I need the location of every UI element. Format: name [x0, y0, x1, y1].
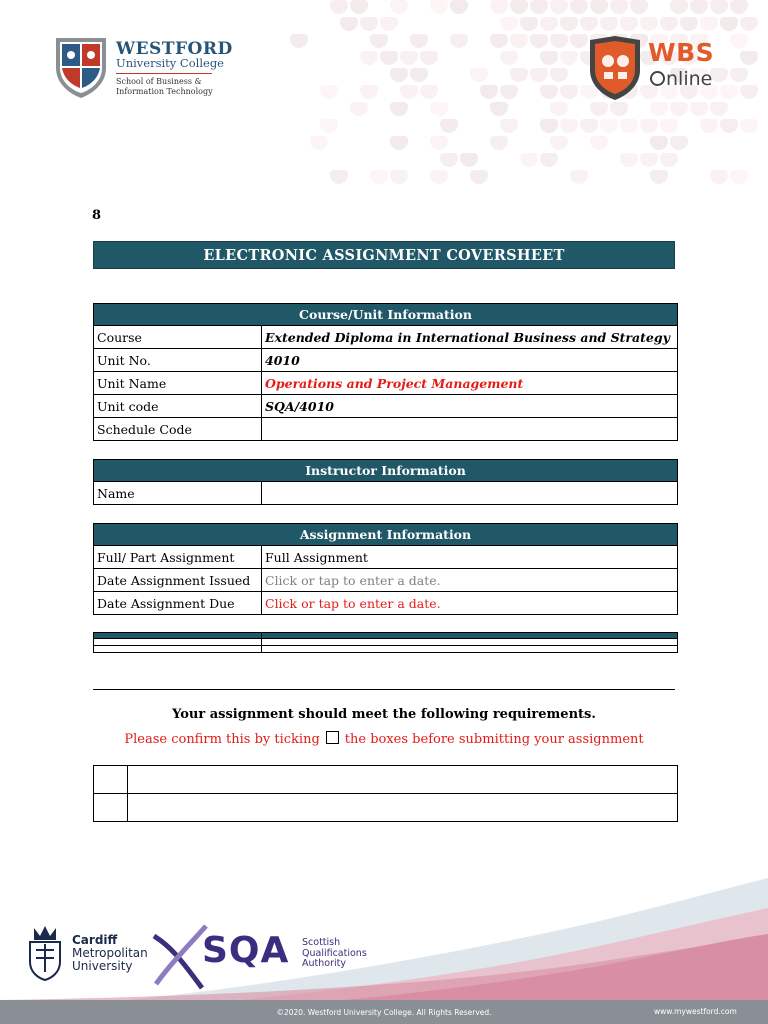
requirements-checklist: [93, 765, 678, 822]
pattern-shield: [650, 102, 668, 116]
pattern-shield: [700, 17, 718, 31]
pattern-shield: [430, 0, 448, 14]
pattern-shield: [350, 102, 368, 116]
pattern-shield: [620, 17, 638, 31]
pattern-shield: [740, 85, 758, 99]
sqa-line2: Qualifications: [302, 947, 367, 959]
pattern-shield: [660, 17, 678, 31]
pattern-shield: [510, 68, 528, 82]
pattern-shield: [370, 170, 388, 184]
pattern-shield: [330, 170, 348, 184]
pattern-shield: [560, 119, 578, 133]
schedule-code-label: Schedule Code: [94, 418, 262, 441]
pattern-shield: [690, 0, 708, 14]
pattern-shield: [530, 34, 548, 48]
pattern-shield: [600, 119, 618, 133]
unit-code-value[interactable]: SQA/4010: [262, 395, 678, 418]
table-row: [94, 482, 678, 505]
pattern-shield: [720, 119, 738, 133]
unit-name-value[interactable]: Operations and Project Management: [262, 372, 678, 395]
instructor-info-table: [93, 459, 678, 505]
course-label: Course: [94, 326, 262, 349]
pattern-shield: [370, 34, 388, 48]
checklist-row: [94, 794, 678, 822]
copyright-text: ©2020. Westford University College. All Rights Reserved.: [276, 1008, 492, 1017]
pattern-shield: [330, 0, 348, 14]
pattern-shield: [630, 0, 648, 14]
assignment-info-table: [93, 523, 678, 615]
pattern-shield: [590, 136, 608, 150]
pattern-shield: [620, 119, 638, 133]
pattern-shield: [740, 51, 758, 65]
table-row: [94, 349, 678, 372]
pattern-shield: [570, 170, 588, 184]
pattern-shield: [640, 153, 658, 167]
pattern-shield: [540, 153, 558, 167]
pattern-shield: [470, 68, 488, 82]
pattern-shield: [640, 119, 658, 133]
pattern-shield: [400, 85, 418, 99]
pattern-shield: [390, 170, 408, 184]
pattern-shield: [670, 136, 688, 150]
pattern-shield: [380, 17, 398, 31]
pattern-shield: [580, 119, 598, 133]
pattern-shield: [600, 17, 618, 31]
pattern-shield: [590, 102, 608, 116]
course-value[interactable]: Extended Diploma in International Business and Strategy: [262, 326, 678, 349]
pattern-shield: [660, 153, 678, 167]
pattern-shield: [430, 170, 448, 184]
pattern-shield: [490, 102, 508, 116]
pattern-shield: [700, 119, 718, 133]
instructor-name-label: Name: [94, 482, 262, 505]
pattern-shield: [660, 119, 678, 133]
pattern-shield: [410, 68, 428, 82]
wbs-shield-icon: [586, 34, 644, 102]
pattern-shield: [440, 153, 458, 167]
pattern-shield: [580, 17, 598, 31]
pattern-shield: [320, 119, 338, 133]
checklist-row: [94, 766, 678, 794]
wbs-online-suffix: nline: [666, 68, 713, 90]
pattern-shield: [680, 17, 698, 31]
pattern-shield: [520, 153, 538, 167]
pattern-shield: [500, 17, 518, 31]
pattern-shield: [500, 85, 518, 99]
pattern-shield: [540, 51, 558, 65]
cardiff-line1: Cardiff: [72, 933, 118, 947]
pattern-shield: [430, 102, 448, 116]
wbs-name: WBS: [648, 38, 715, 67]
pattern-shield: [290, 34, 308, 48]
date-issued-picker[interactable]: Click or tap to enter a date.: [262, 569, 678, 592]
pattern-shield: [450, 34, 468, 48]
assignment-type-value[interactable]: Full Assignment: [262, 546, 678, 569]
globe-icon: [650, 71, 665, 86]
pattern-shield: [690, 102, 708, 116]
unit-no-value[interactable]: 4010: [262, 349, 678, 372]
checklist-checkbox[interactable]: [94, 794, 128, 822]
empty-table-cell[interactable]: [94, 639, 262, 646]
pattern-shield: [550, 68, 568, 82]
unit-no-label: Unit No.: [94, 349, 262, 372]
pattern-shield: [390, 102, 408, 116]
checklist-item: [128, 794, 678, 822]
sqa-line3: Authority: [302, 958, 346, 969]
pattern-shield: [500, 51, 518, 65]
pattern-shield: [550, 34, 568, 48]
table-row: [94, 592, 678, 615]
pattern-shield: [380, 51, 398, 65]
date-due-label: Date Assignment Due: [94, 592, 262, 615]
sqa-full-name: [302, 938, 367, 970]
pattern-shield: [540, 119, 558, 133]
empty-table-cell[interactable]: [262, 646, 678, 653]
pattern-shield: [740, 119, 758, 133]
pattern-shield: [550, 136, 568, 150]
pattern-shield: [320, 85, 338, 99]
pattern-shield: [430, 136, 448, 150]
cardiff-met-name: [72, 934, 148, 973]
pattern-shield: [530, 68, 548, 82]
cardiff-crest-icon: [22, 922, 68, 984]
pattern-shield: [640, 17, 658, 31]
pattern-shield: [570, 0, 588, 14]
pattern-shield: [650, 170, 668, 184]
pattern-shield: [420, 51, 438, 65]
pattern-shield: [390, 68, 408, 82]
pattern-shield: [670, 0, 688, 14]
pattern-shield: [550, 102, 568, 116]
checkbox-icon: [326, 731, 339, 744]
confirm-text-before: Please confirm this by ticking: [124, 732, 320, 747]
requirements-heading: Your assignment should meet the following requirements.: [172, 707, 596, 722]
pattern-shield: [490, 136, 508, 150]
pattern-shield: [390, 0, 408, 14]
confirm-text-after: the boxes before submitting your assignment: [344, 732, 644, 747]
pattern-shield: [670, 102, 688, 116]
pattern-shield: [650, 136, 668, 150]
cardiff-line3: University: [72, 959, 133, 973]
pattern-shield: [620, 153, 638, 167]
pattern-shield: [410, 34, 428, 48]
pattern-shield: [710, 102, 728, 116]
pattern-shield: [360, 51, 378, 65]
pattern-shield: [610, 0, 628, 14]
pattern-shield: [720, 17, 738, 31]
pattern-shield: [550, 0, 568, 14]
table-row: [94, 418, 678, 441]
pattern-shield: [480, 85, 498, 99]
westford-name: WESTFORD: [116, 39, 233, 59]
empty-table-cell[interactable]: [94, 646, 262, 653]
empty-table-cell[interactable]: [262, 639, 678, 646]
westford-divider: [116, 73, 212, 74]
pattern-shield: [510, 0, 528, 14]
table-row: [94, 326, 678, 349]
pattern-shield: [310, 136, 328, 150]
cardiff-met-logo: [22, 922, 152, 984]
table-row: [94, 546, 678, 569]
pattern-shield: [740, 17, 758, 31]
schedule-code-value[interactable]: [262, 418, 678, 441]
course-info-heading: Course/Unit Information: [94, 304, 678, 326]
unit-code-label: Unit code: [94, 395, 262, 418]
page-number: 8: [92, 208, 102, 223]
westford-shield-icon: [52, 34, 110, 100]
pattern-shield: [500, 119, 518, 133]
unit-name-label: Unit Name: [94, 372, 262, 395]
pattern-shield: [440, 119, 458, 133]
pattern-shield: [730, 0, 748, 14]
assignment-info-heading: Assignment Information: [94, 524, 678, 546]
pattern-shield: [560, 51, 578, 65]
sqa-logo: [150, 922, 370, 992]
pattern-shield: [450, 0, 468, 14]
pattern-shield: [730, 170, 748, 184]
pattern-shield: [610, 102, 628, 116]
table-row: [94, 569, 678, 592]
pattern-shield: [510, 34, 528, 48]
pattern-shield: [340, 17, 358, 31]
pattern-shield: [710, 0, 728, 14]
pattern-shield: [520, 17, 538, 31]
date-issued-label: Date Assignment Issued: [94, 569, 262, 592]
pattern-shield: [560, 17, 578, 31]
sqa-line1: Scottish: [302, 937, 341, 948]
pattern-shield: [560, 85, 578, 99]
westford-logo: [52, 34, 233, 100]
page-title: ELECTRONIC ASSIGNMENT COVERSHEET: [93, 241, 675, 269]
pattern-shield: [710, 170, 728, 184]
date-due-picker[interactable]: Click or tap to enter a date.: [262, 592, 678, 615]
pattern-shield: [470, 170, 488, 184]
westford-school: School of Business & Information Technology: [116, 77, 213, 96]
table-row: [94, 372, 678, 395]
instructor-name-value[interactable]: [262, 482, 678, 505]
assignment-type-label: Full/ Part Assignment: [94, 546, 262, 569]
pattern-shield: [350, 0, 368, 14]
table-row: [94, 395, 678, 418]
checklist-checkbox[interactable]: [94, 766, 128, 794]
pattern-shield: [390, 136, 408, 150]
empty-table: [93, 632, 678, 653]
pattern-shield: [530, 0, 548, 14]
pattern-shield: [590, 0, 608, 14]
pattern-shield: [420, 85, 438, 99]
pattern-shield: [360, 17, 378, 31]
sqa-cross-icon: [150, 922, 210, 992]
course-info-table: [93, 303, 678, 441]
westford-subtitle: University College: [116, 56, 224, 70]
divider-line: [93, 689, 675, 690]
cardiff-line2: Metropolitan: [72, 946, 148, 960]
website-link[interactable]: www.mywestford.com: [654, 1007, 737, 1016]
pattern-shield: [490, 34, 508, 48]
pattern-shield: [460, 153, 478, 167]
wbs-online-logo: [586, 34, 736, 102]
pattern-shield: [400, 51, 418, 65]
pattern-shield: [360, 85, 378, 99]
instructor-info-heading: Instructor Information: [94, 460, 678, 482]
checklist-item: [128, 766, 678, 794]
pattern-shield: [540, 85, 558, 99]
wbs-online-text: [650, 68, 712, 90]
confirm-instruction: [93, 731, 675, 747]
sqa-name: SQA: [202, 930, 290, 971]
pattern-shield: [540, 17, 558, 31]
pattern-shield: [490, 0, 508, 14]
